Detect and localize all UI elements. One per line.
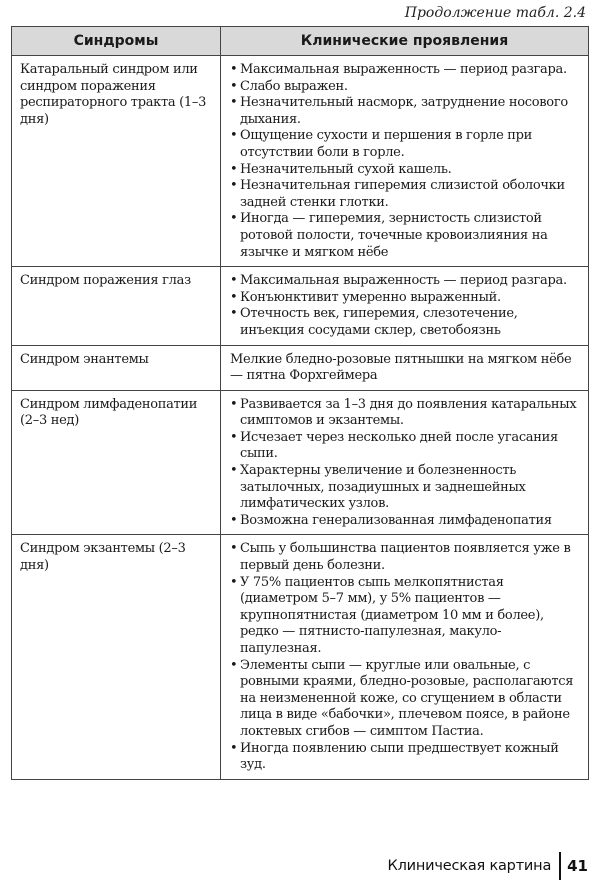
table-row	[12, 56, 589, 267]
manifestations-eye-damage	[221, 267, 589, 345]
page-footer	[388, 852, 588, 880]
manifestations-exanthema	[221, 535, 589, 779]
column-header-syndromes: Синдромы	[12, 27, 221, 56]
list-item: • Характерны увеличение и болезненность затылочных, позадиушных и заднешейных лимфатических узлов.	[230, 463, 582, 513]
syndrome-enanthema: Синдром энантемы	[12, 345, 221, 390]
list-item: • Иногда появлению сыпи предшествует кожный зуд.	[230, 741, 582, 774]
list-item: • Незначительный сухой кашель.	[230, 162, 582, 179]
running-section-title: Клиническая картина	[387, 858, 552, 874]
list-item: • Исчезает через несколько дней после угасания сыпи.	[230, 430, 582, 463]
list-item: • Незначительный насморк, затруднение носового дыхания.	[230, 95, 582, 128]
syndrome-lymphadenopathy: Синдром лимфаденопатии (2–3 нед)	[12, 390, 221, 535]
list-item: • Отечность век, гиперемия, слезотечение, инъекция сосудами склер, светобоязнь	[230, 306, 582, 339]
footer-divider	[559, 852, 561, 880]
table-row	[12, 390, 589, 535]
syndromes-table	[11, 26, 589, 780]
column-header-clinical-manifestations: Клинические проявления	[221, 27, 589, 56]
list-item: • У 75% пациентов сыпь мелкопятнистая (диаметром 5–7 мм), у 5% пациентов — крупнопятнистая (диаметром 10 мм и более), редко — пятнисто-папулезная, макуло-папулезная.	[230, 575, 582, 658]
table-header-row	[12, 27, 589, 56]
syndrome-eye-damage: Синдром поражения глаз	[12, 267, 221, 345]
table-row	[12, 345, 589, 390]
table-row	[12, 535, 589, 779]
list-item: • Максимальная выраженность — период разгара.	[230, 62, 582, 79]
table-continuation-label: Продолжение табл. 2.4	[404, 5, 586, 21]
list-item: • Максимальная выраженность — период разгара.	[230, 273, 582, 290]
list-item: • Слабо выражен.	[230, 79, 582, 96]
table-row	[12, 267, 589, 345]
manifestations-catarrhal	[221, 56, 589, 267]
manifestations-enanthema: Мелкие бледно-розовые пятнышки на мягком нёбе — пятна Форхгеймера	[221, 345, 589, 390]
syndrome-catarrhal: Катаральный синдром или синдром поражения респираторного тракта (1–3 дня)	[12, 56, 221, 267]
list-item: • Сыпь у большинства пациентов появляется уже в первый день болезни.	[230, 541, 582, 574]
list-item: • Конъюнктивит умеренно выраженный.	[230, 290, 582, 307]
syndrome-exanthema: Синдром экзантемы (2–3 дня)	[12, 535, 221, 779]
list-item: • Иногда — гиперемия, зернистость слизистой ротовой полости, точечные кровоизлияния на язычке и мягком нёбе	[230, 211, 582, 261]
manifestations-lymphadenopathy	[221, 390, 589, 535]
list-item: • Элементы сыпи — круглые или овальные, с ровными краями, бледно-розовые, располагаются на неизмененной коже, со сгущением в области лица в виде «бабочки», плечевом поясе, в районе локтевых сгибов — симптом Пастиа.	[230, 658, 582, 741]
list-item: • Развивается за 1–3 дня до появления катаральных симптомов и экзантемы.	[230, 397, 582, 430]
list-item: • Незначительная гиперемия слизистой оболочки задней стенки глотки.	[230, 178, 582, 211]
page-number: 41	[567, 857, 588, 875]
list-item: • Возможна генерализованная лимфаденопатия	[230, 513, 582, 530]
list-item: • Ощущение сухости и першения в горле при отсутствии боли в горле.	[230, 128, 582, 161]
